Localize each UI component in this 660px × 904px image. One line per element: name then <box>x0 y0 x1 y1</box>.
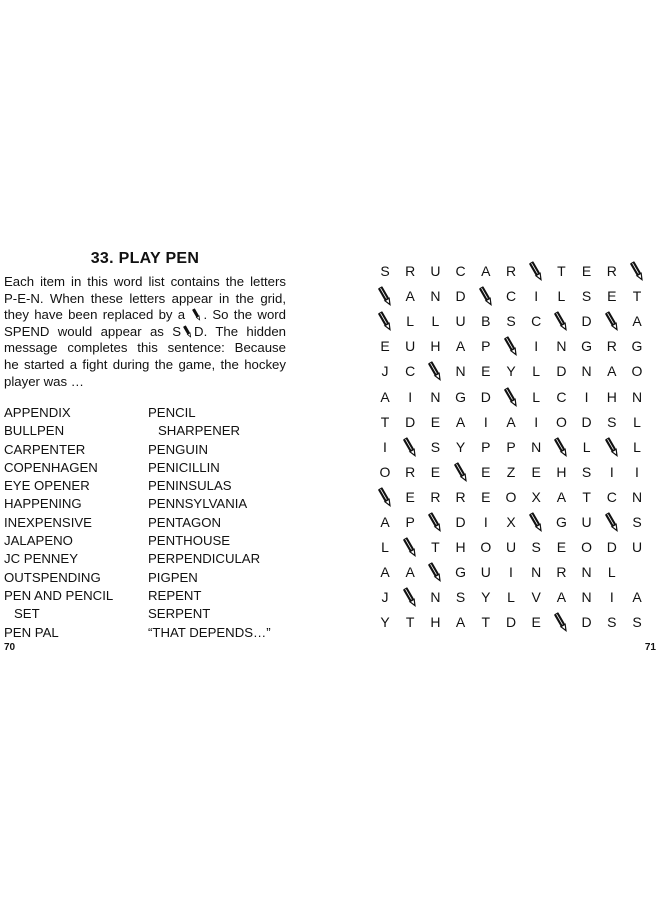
grid-letter: I <box>534 288 539 305</box>
grid-letter: D <box>505 614 517 631</box>
instructions-text: SPEND would appear as S <box>4 323 182 339</box>
grid-letter: G <box>581 338 593 355</box>
grid-letter: H <box>556 463 567 480</box>
grid-letter: D <box>581 313 592 330</box>
pen-icon <box>600 510 624 534</box>
grid-letter: N <box>581 363 592 380</box>
grid-letter: R <box>606 338 617 355</box>
grid-letter: L <box>607 564 616 581</box>
grid-letter: D <box>606 539 617 556</box>
word-list-item: SERPENT <box>148 606 211 622</box>
instructions-text: . So the word <box>203 307 287 323</box>
page-number: 71 <box>644 642 656 653</box>
grid-letter: U <box>581 514 592 530</box>
grid-letter: L <box>507 589 515 606</box>
pen-icon <box>600 435 624 459</box>
word-list-item: “THAT DEPENDS…” <box>148 624 271 640</box>
word-list-item: PEN PAL <box>4 624 59 640</box>
grid-letter: A <box>455 338 466 355</box>
grid-letter: J <box>381 589 389 606</box>
grid-letter: S <box>430 438 441 455</box>
grid-letter: T <box>632 288 642 305</box>
word-list-item: APPENDIX <box>4 405 71 420</box>
grid-letter: E <box>430 413 441 430</box>
word-list-item: EYE OPENER <box>4 478 90 494</box>
word-list-item: PENGUIN <box>148 441 209 457</box>
word-search-grid <box>360 0 660 904</box>
pen-icon <box>423 359 447 383</box>
grid-letter: I <box>483 413 488 430</box>
grid-letter: G <box>631 338 643 355</box>
grid-letter: D <box>455 288 466 305</box>
instructions-line: P-E-N. When these letters appear in the grid, <box>4 290 286 306</box>
grid-letter: I <box>609 589 614 606</box>
pen-icon <box>398 585 422 609</box>
pen-icon <box>182 324 193 339</box>
grid-letter: A <box>380 564 390 581</box>
grid-letter: I <box>635 463 639 480</box>
pen-icon <box>373 284 397 308</box>
right-page <box>360 0 660 904</box>
grid-letter: S <box>506 313 516 330</box>
word-list-item: SET <box>14 606 40 622</box>
grid-letter: H <box>455 539 466 556</box>
grid-letter: N <box>430 388 441 405</box>
pen-icon <box>373 485 397 509</box>
grid-letter: N <box>430 589 441 606</box>
word-list-item: REPENT <box>148 587 202 603</box>
grid-letter: A <box>506 413 516 430</box>
grid-letter: I <box>483 514 488 530</box>
grid-letter: T <box>380 413 390 430</box>
grid-letter: A <box>405 564 415 581</box>
grid-letter: S <box>531 539 541 556</box>
grid-letter: X <box>506 514 516 530</box>
grid-letter: D <box>581 614 592 631</box>
grid-letter: N <box>556 338 567 355</box>
grid-letter: S <box>632 514 642 530</box>
grid-letter: A <box>632 589 642 606</box>
grid-letter: L <box>633 438 641 455</box>
grid-letter: O <box>379 463 391 480</box>
grid-letter: O <box>581 539 593 556</box>
grid-letter: O <box>555 413 567 430</box>
grid-letter: D <box>581 413 592 430</box>
grid-letter: T <box>557 263 566 279</box>
word-list-item: PENTHOUSE <box>148 533 231 549</box>
grid-letter: R <box>405 263 416 279</box>
pen-icon <box>191 307 202 322</box>
grid-letter: J <box>381 363 389 380</box>
grid-letter: P <box>506 438 516 455</box>
grid-letter: E <box>556 539 567 556</box>
grid-letter: A <box>556 488 567 505</box>
grid-letter: O <box>480 539 492 556</box>
grid-letter: E <box>481 363 491 380</box>
pen-icon <box>499 385 523 409</box>
pen-icon <box>625 259 649 283</box>
grid-letter: V <box>531 589 541 606</box>
word-list-item: JC PENNEY <box>4 551 79 567</box>
instructions-line: message completes this sentence: Because <box>4 340 286 356</box>
grid-letter: A <box>607 363 617 380</box>
pen-icon <box>549 309 573 333</box>
grid-letter: A <box>632 313 642 330</box>
grid-letter: D <box>455 514 466 530</box>
instructions-line: player was … <box>4 373 84 389</box>
pen-icon <box>474 284 498 308</box>
grid-letter: D <box>405 413 416 430</box>
grid-letter: U <box>480 564 491 581</box>
grid-letter: P <box>481 438 491 455</box>
pen-icon <box>524 259 548 283</box>
word-list-item: JALAPENO <box>4 533 73 549</box>
pen-icon <box>549 610 573 634</box>
grid-letter: S <box>581 288 592 305</box>
grid-letter: E <box>380 338 390 355</box>
grid-letter: T <box>405 614 415 631</box>
grid-letter: Y <box>455 438 466 455</box>
grid-letter: U <box>455 313 466 330</box>
grid-letter: B <box>481 313 491 330</box>
grid-letter: X <box>531 488 541 505</box>
grid-letter: I <box>509 564 513 581</box>
instructions-line <box>4 307 286 324</box>
instructions-line: Each item in this word list contains the letters <box>4 274 286 289</box>
grid-letter: A <box>481 263 491 279</box>
grid-letter: C <box>505 288 517 305</box>
grid-letter: N <box>581 564 592 581</box>
instructions <box>4 274 286 390</box>
grid-letter: G <box>555 514 567 530</box>
grid-letter: A <box>380 514 390 530</box>
pen-icon <box>499 334 523 358</box>
word-list-item: PENNSYLVANIA <box>148 496 248 512</box>
grid-letter: H <box>430 614 441 631</box>
word-list-item: PEN AND PENCIL <box>4 587 114 603</box>
grid-letter: I <box>609 463 614 480</box>
grid-letter: L <box>633 413 641 430</box>
grid-letter: H <box>430 338 441 355</box>
word-list-item: INEXPENSIVE <box>4 514 92 530</box>
grid-letter: E <box>531 463 541 480</box>
grid-letter: E <box>430 463 441 480</box>
grid-letter: I <box>383 438 387 455</box>
instructions-text: D. The hidden <box>194 323 286 339</box>
page-number: 70 <box>4 642 16 653</box>
grid-letter: L <box>406 313 415 330</box>
grid-letter: G <box>455 564 467 581</box>
grid-letter: U <box>505 539 517 556</box>
grid-letter: O <box>505 488 517 505</box>
puzzle-title: 33. PLAY PEN <box>90 250 200 267</box>
word-list-column-2 <box>148 404 271 642</box>
grid-letter: A <box>455 614 466 631</box>
word-list-item: PERPENDICULAR <box>148 551 261 567</box>
grid-letter: C <box>405 363 416 380</box>
grid-letter: N <box>531 438 542 455</box>
grid-letter: R <box>556 564 567 581</box>
grid-letter: S <box>581 463 592 480</box>
word-list-item: BULLPEN <box>4 423 65 439</box>
grid-letter: L <box>532 363 541 380</box>
pen-icon <box>449 460 473 484</box>
pen-icon <box>423 560 447 584</box>
instructions-line: he started a fight during the game, the hockey <box>4 356 286 372</box>
grid-letter: O <box>631 363 643 380</box>
word-list-item: PENTAGON <box>148 514 222 530</box>
grid-letter: U <box>430 263 441 279</box>
grid-letter: A <box>455 413 466 430</box>
grid-letter: U <box>405 338 416 355</box>
grid-letter: G <box>455 388 467 405</box>
grid-letter: I <box>584 388 589 405</box>
grid-letter: Y <box>481 589 491 606</box>
word-list-item: HAPPENING <box>4 496 82 512</box>
word-list-item: PENICILLIN <box>148 459 220 475</box>
grid-letter: N <box>631 488 643 505</box>
word-list-item: CARPENTER <box>4 441 86 457</box>
grid-letter: N <box>531 564 542 581</box>
grid-letter: L <box>557 288 566 305</box>
grid-letter: T <box>582 488 591 505</box>
grid-letter: E <box>531 614 541 631</box>
grid-letter: E <box>405 488 415 505</box>
grid-letter: E <box>581 263 592 279</box>
word-list-column-1 <box>4 404 113 642</box>
grid-letter: R <box>606 263 617 279</box>
grid-letter: N <box>430 288 441 305</box>
grid-letter: R <box>455 488 466 505</box>
grid-letter: Z <box>506 463 516 480</box>
grid-letter: E <box>481 488 491 505</box>
grid-letter: S <box>380 263 390 279</box>
grid-letter: R <box>505 263 517 279</box>
word-list-item: SHARPENER <box>158 423 241 439</box>
grid-letter: C <box>606 488 617 505</box>
word-list-item: PENINSULAS <box>148 478 232 494</box>
word-list-item: COPENHAGEN <box>4 459 98 475</box>
grid-letter: P <box>481 338 491 355</box>
pen-icon <box>524 510 548 534</box>
grid-letter: Y <box>380 614 390 631</box>
grid-letter: I <box>534 338 539 355</box>
pen-icon <box>398 535 422 559</box>
pen-icon <box>600 309 624 333</box>
word-list-item: PIGPEN <box>148 569 198 585</box>
grid-letter: L <box>532 388 541 405</box>
grid-letter: D <box>556 363 567 380</box>
grid-letter: H <box>606 388 617 405</box>
grid-letter: P <box>405 514 415 530</box>
pen-icon <box>549 435 573 459</box>
grid-letter: Y <box>506 363 516 380</box>
grid-letter: N <box>455 363 466 380</box>
pen-icon <box>373 309 397 333</box>
grid-letter: R <box>405 463 416 480</box>
grid-letter: U <box>631 539 643 556</box>
left-page <box>0 0 300 904</box>
instructions-line <box>4 324 286 341</box>
instructions-text: they have been replaced by a <box>4 307 186 323</box>
grid-letter: L <box>381 539 389 556</box>
grid-letter: N <box>631 388 643 405</box>
word-list-item: PENCIL <box>148 405 196 420</box>
grid-letter: S <box>455 589 466 606</box>
word-list-item: OUTSPENDING <box>4 569 101 585</box>
grid-letter: S <box>607 614 617 631</box>
grid-letter: C <box>455 263 466 279</box>
grid-letter: I <box>534 413 539 430</box>
grid-letter: L <box>431 313 440 330</box>
grid-letter: I <box>408 388 413 405</box>
grid-letter: E <box>481 463 491 480</box>
grid-letter: D <box>480 388 491 405</box>
grid-letter: A <box>556 589 567 606</box>
grid-letter: A <box>405 288 415 305</box>
grid-letter: T <box>481 614 491 631</box>
grid-letter: N <box>581 589 592 606</box>
grid-letter: S <box>632 614 642 631</box>
grid-letter: A <box>380 388 390 405</box>
grid-letter: C <box>556 388 567 405</box>
grid-letter: S <box>607 413 617 430</box>
grid-letter: E <box>607 288 617 305</box>
pen-icon <box>423 510 447 534</box>
grid-letter: T <box>431 539 440 556</box>
grid-letter: R <box>430 488 441 505</box>
grid-letter: L <box>582 438 591 455</box>
pen-icon <box>398 435 422 459</box>
grid-letter: C <box>531 313 542 330</box>
